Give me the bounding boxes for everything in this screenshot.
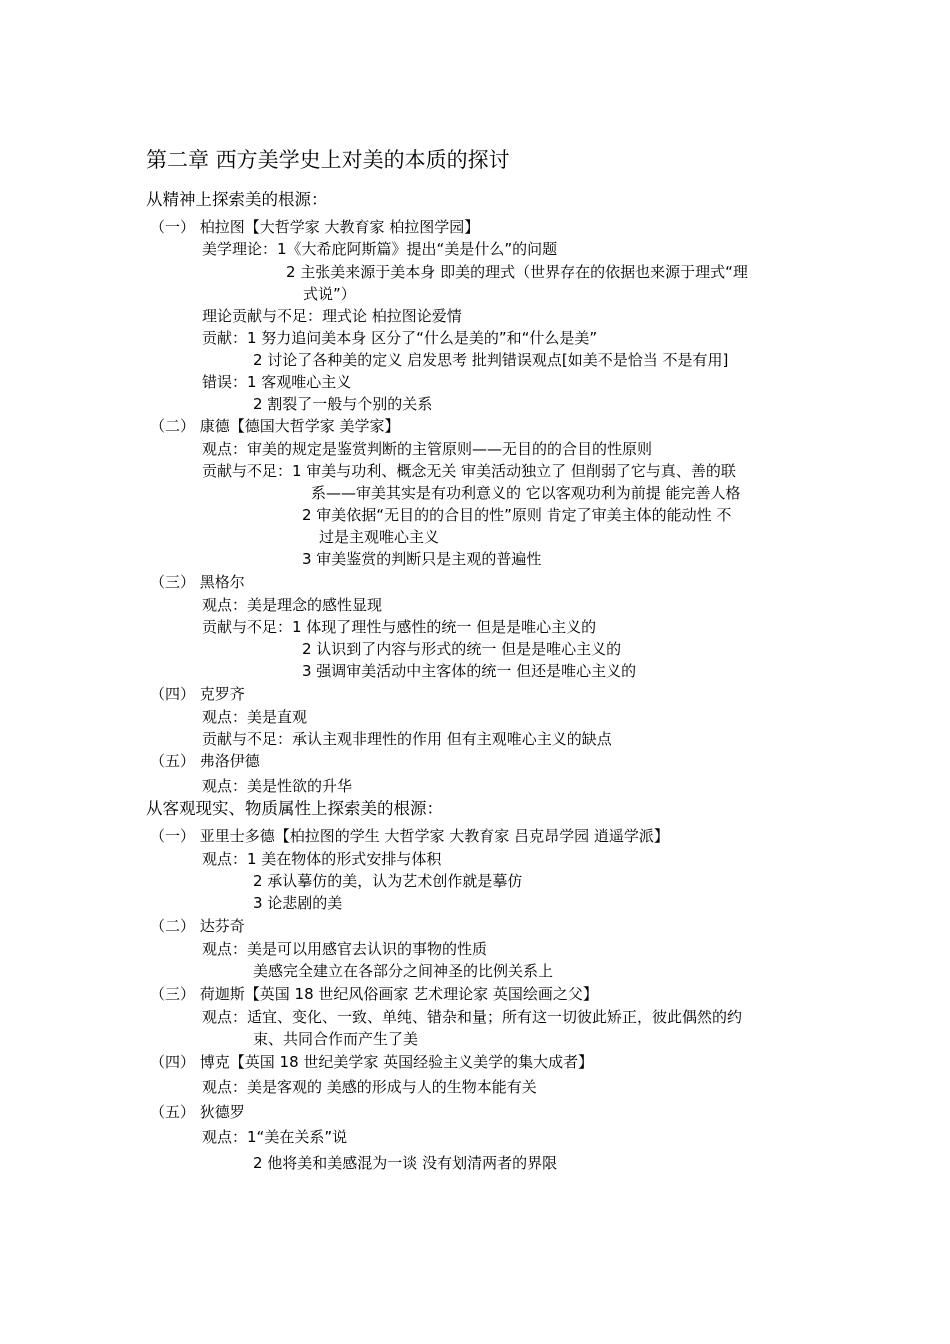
line: 式说”） bbox=[303, 285, 356, 303]
line: 2 认识到了内容与形式的统一 但是是唯心主义的 bbox=[302, 640, 622, 658]
line: 观点：1“美在关系”说 bbox=[202, 1128, 348, 1146]
line: 观点：美是性欲的升华 bbox=[202, 777, 353, 795]
line: 观点：审美的规定是鉴赏判断的主管原则——无目的的合目的性原则 bbox=[202, 440, 653, 458]
line: 观点：1 美在物体的形式安排与体积 bbox=[202, 850, 442, 868]
line: 贡献：1 努力追问美本身 区分了“什么是美的”和“什么是美” bbox=[202, 329, 598, 347]
line: 观点：美是理念的感性显现 bbox=[202, 596, 383, 614]
line: 3 强调审美活动中主客体的统一 但还是唯心主义的 bbox=[302, 662, 637, 680]
item-hegel: （三） 黑格尔 bbox=[150, 573, 245, 591]
line: 美学理论：1《大希庇阿斯篇》提出“美是什么”的问题 bbox=[202, 240, 558, 258]
line: 贡献与不足：1 审美与功利、概念无关 审美活动独立了 但削弱了它与真、善的联 bbox=[202, 462, 736, 480]
item-plato: （一） 柏拉图【大哲学家 大教育家 柏拉图学园】 bbox=[150, 218, 480, 236]
line: 理论贡献与不足：理式论 柏拉图论爱情 bbox=[202, 307, 462, 325]
line: 观点：适宜、变化、一致、单纯、错杂和量；所有这一切彼此矫正，彼此偶然的约 bbox=[202, 1008, 743, 1026]
line: 观点：美是可以用感官去认识的事物的性质 bbox=[202, 940, 488, 958]
line: 2 他将美和美感混为一谈 没有划清两者的界限 bbox=[253, 1154, 558, 1172]
line: 2 审美依据“无目的的合目的性”原则 肯定了审美主体的能动性 不 bbox=[302, 506, 732, 524]
line: 过是主观唯心主义 bbox=[319, 528, 440, 546]
item-hogarth: （三） 荷迦斯【英国 18 世纪风俗画家 艺术理论家 英国绘画之父】 bbox=[150, 985, 598, 1003]
line: 3 论悲剧的美 bbox=[253, 894, 343, 912]
item-kant: （二） 康德【德国大哲学家 美学家】 bbox=[150, 417, 400, 435]
line: 系——审美其实是有功利意义的 它以客观功利为前提 能完善人格 bbox=[311, 484, 741, 502]
line: 贡献与不足：承认主观非理性的作用 但有主观唯心主义的缺点 bbox=[202, 730, 612, 748]
item-diderot: （五） 狄德罗 bbox=[150, 1103, 245, 1121]
line: 美感完全建立在各部分之间神圣的比例关系上 bbox=[253, 962, 554, 980]
chapter-title: 第二章 西方美学史上对美的本质的探讨 bbox=[146, 148, 510, 172]
line: 观点：美是直观 bbox=[202, 708, 308, 726]
section-heading-spirit: 从精神上探索美的根源： bbox=[146, 190, 328, 209]
line: 3 审美鉴赏的判断只是主观的普遍性 bbox=[302, 550, 542, 568]
item-da-vinci: （二） 达芬奇 bbox=[150, 917, 245, 935]
line: 贡献与不足：1 体现了理性与感性的统一 但是是唯心主义的 bbox=[202, 618, 597, 636]
line: 2 割裂了一般与个别的关系 bbox=[253, 395, 433, 413]
item-burke: （四） 博克【英国 18 世纪美学家 英国经验主义美学的集大成者】 bbox=[150, 1053, 594, 1071]
item-croce: （四） 克罗齐 bbox=[150, 685, 245, 703]
item-freud: （五） 弗洛伊德 bbox=[150, 752, 260, 770]
item-aristotle: （一） 亚里士多德【柏拉图的学生 大哲学家 大教育家 吕克昂学园 逍遥学派】 bbox=[150, 827, 669, 845]
line: 2 主张美来源于美本身 即美的理式（世界存在的依据也来源于理式“理 bbox=[286, 263, 748, 281]
line: 2 承认摹仿的美，认为艺术创作就是摹仿 bbox=[253, 872, 523, 890]
line: 2 讨论了各种美的定义 启发思考 批判错误观点[如美不是恰当 不是有用] bbox=[253, 351, 729, 369]
line: 错误：1 客观唯心主义 bbox=[202, 373, 352, 391]
section-heading-objective: 从客观现实、物质属性上探索美的根源： bbox=[146, 799, 443, 818]
line: 观点：美是客观的 美感的形成与人的生物本能有关 bbox=[202, 1078, 537, 1096]
line: 束、共同合作而产生了美 bbox=[253, 1030, 419, 1048]
